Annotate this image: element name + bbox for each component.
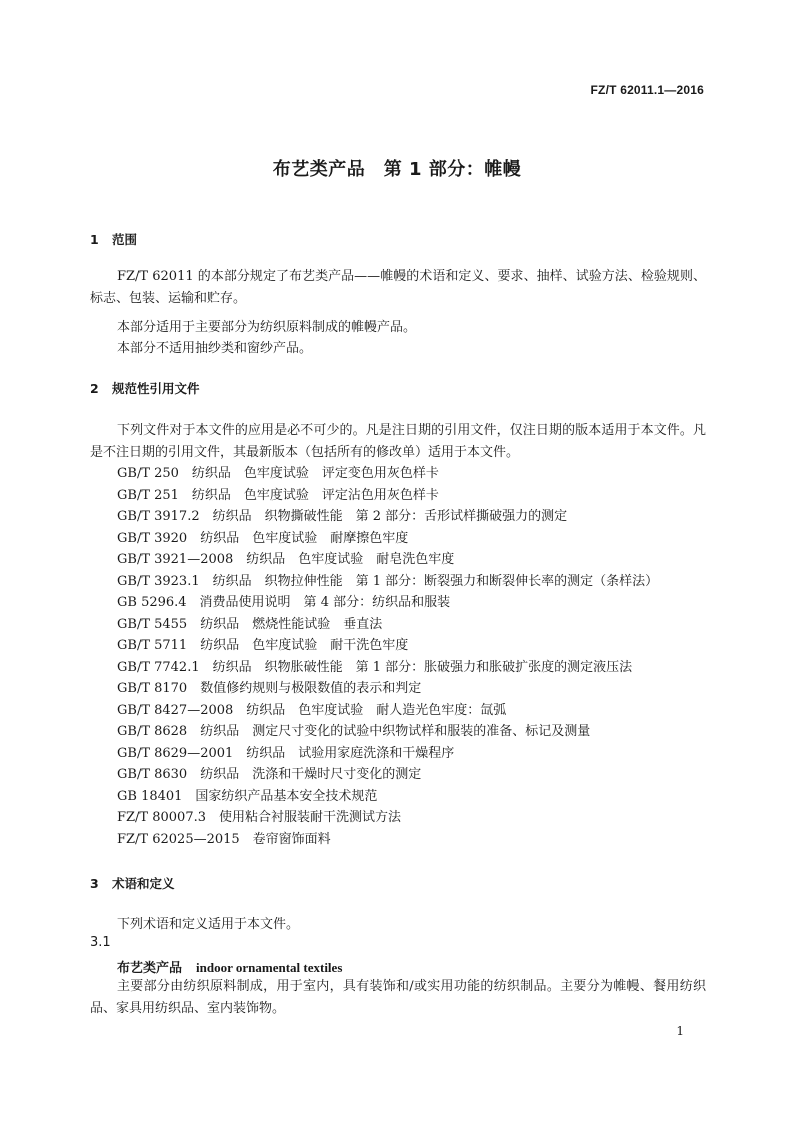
normative-references-list <box>117 463 658 850</box>
section-3-heading <box>90 874 175 892</box>
section-2-heading <box>90 379 200 397</box>
document-title: 布艺类产品 第 1 部分：帷幔 <box>272 159 522 180</box>
term-definition: 主要部分由纺织原料制成，用于室内，具有装饰和/或实用功能的纺织制品。主要分为帷幔、餐用纺织品、家具用纺织品、室内装饰物。 <box>90 979 706 1016</box>
reference-item: GB/T 8628 纺织品 测定尺寸变化的试验中织物试样和服装的准备、标记及测量 <box>117 724 591 739</box>
reference-item: GB/T 3917.2 纺织品 织物撕破性能 第 2 部分：舌形试样撕破强力的测定 <box>117 509 568 524</box>
reference-item: GB/T 8629—2001 纺织品 试验用家庭洗涤和干燥程序 <box>117 745 455 761</box>
term-english: indoor ornamental textiles <box>196 960 343 975</box>
reference-item: GB 5296.4 消费品使用说明 第 4 部分：纺织品和服装 <box>117 595 451 610</box>
section-1-paragraph-1: FZ/T 62011 的本部分规定了布艺类产品——帷幔的术语和定义、要求、抽样、试验方法、检验规则、标志、包装、运输和贮存。 <box>90 269 706 306</box>
reference-item: GB/T 3920 纺织品 色牢度试验 耐摩擦色牢度 <box>117 530 409 546</box>
section-1-number: 1 <box>90 232 99 247</box>
reference-item: FZ/T 62025—2015 卷帘窗饰面料 <box>117 831 331 847</box>
section-3-number: 3 <box>90 876 99 891</box>
section-2-title: 规范性引用文件 <box>112 381 200 396</box>
section-1-title: 范围 <box>112 232 138 247</box>
section-1-paragraph-2: 本部分适用于主要部分为纺织原料制成的帷幔产品。 <box>117 320 417 335</box>
reference-item: GB/T 5711 纺织品 色牢度试验 耐干洗色牢度 <box>117 638 409 653</box>
section-3-title: 术语和定义 <box>112 876 175 891</box>
reference-item: GB/T 3921—2008 纺织品 色牢度试验 耐皂洗色牢度 <box>117 552 455 567</box>
term-chinese: 布艺类产品 <box>117 961 183 976</box>
reference-item: GB 18401 国家纺织产品基本安全技术规范 <box>117 788 378 804</box>
reference-item: GB/T 250 纺织品 色牢度试验 评定变色用灰色样卡 <box>117 466 439 481</box>
section-1-paragraph-3: 本部分不适用抽纱类和窗纱产品。 <box>117 341 313 356</box>
section-2-number: 2 <box>90 381 99 396</box>
reference-item: GB/T 3923.1 纺织品 织物拉伸性能 第 1 部分：断裂强力和断裂伸长率的测定（条样法） <box>117 573 659 589</box>
reference-item: GB/T 5455 纺织品 燃烧性能试验 垂直法 <box>117 616 383 632</box>
term-entry <box>117 957 342 976</box>
reference-item: GB/T 8427—2008 纺织品 色牢度试验 耐人造光色牢度：氙弧 <box>117 702 507 718</box>
clause-number: 3.1 <box>90 935 111 950</box>
reference-item: GB/T 7742.1 纺织品 织物胀破性能 第 1 部分：胀破强力和胀破扩张度的测定液压法 <box>117 659 633 675</box>
section-3-intro: 下列术语和定义适用于本文件。 <box>117 917 300 932</box>
section-2-intro: 下列文件对于本文件的应用是必不可少的。凡是注日期的引用文件，仅注日期的版本适用于本文件。凡是不注日期的引用文件，其最新版本（包括所有的修改单）适用于本文件。 <box>90 423 706 460</box>
reference-item: FZ/T 80007.3 使用粘合衬服装耐干洗测试方法 <box>117 810 401 825</box>
reference-item: GB/T 8630 纺织品 洗涤和干燥时尺寸变化的测定 <box>117 767 422 782</box>
standard-code: FZ/T 62011.1—2016 <box>590 83 704 97</box>
section-1-heading <box>90 230 137 248</box>
page-number: 1 <box>676 1024 684 1038</box>
reference-item: GB/T 251 纺织品 色牢度试验 评定沾色用灰色样卡 <box>117 487 439 503</box>
reference-item: GB/T 8170 数值修约规则与极限数值的表示和判定 <box>117 681 422 696</box>
